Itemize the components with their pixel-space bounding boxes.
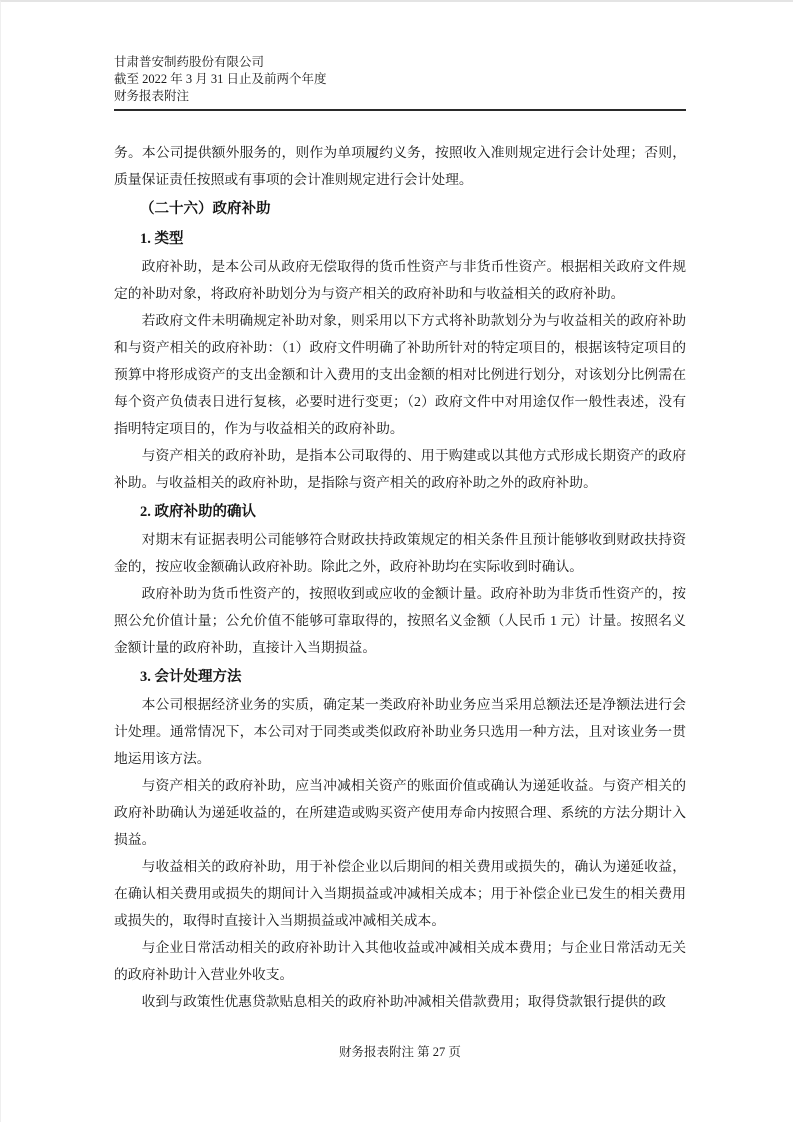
company-name: 甘肃普安制药股份有限公司: [114, 55, 265, 69]
subsection-heading: 3. 会计处理方法: [140, 669, 242, 685]
body-paragraph: 与收益相关的政府补助，用于补偿企业以后期间的相关费用或损失的，确认为递延收益，在确认相关费用或损失的期间计入当期损益或冲减相关成本；用于补偿企业已发生的相关费用或损失的，取得时直接计入当期损益或冲减相关成本。: [114, 859, 686, 928]
body-paragraph: 与企业日常活动相关的政府补助计入其他收益或冲减相关成本费用；与企业日常活动无关的政府补助计入营业外收支。: [114, 940, 686, 982]
body-paragraph: 本公司根据经济业务的实质，确定某一类政府补助业务应当采用总额法还是净额法进行会计处理。通常情况下，本公司对于同类或类似政府补助业务只选用一种方法，且对该业务一贯地运用该方法。: [114, 697, 686, 766]
body-paragraph: 若政府文件未明确规定补助对象，则采用以下方式将补助款划分为与收益相关的政府补助和与资产相关的政府补助：（1）政府文件明确了补助所针对的特定项目的，根据该特定项目的预算中将形成资产的支出金额和计入费用的支出金额的相对比例进行划分，对该划分比例需在每个资产负债表日进行复核，必要时进行变更；（2）政府文件中对用途仅作一般性表述，没有指明特定项目的，作为与收益相关的政府补助。: [114, 313, 686, 436]
footer-page-label: 财务报表附注 第 27 页: [339, 1045, 461, 1059]
body-paragraph: 政府补助为货币性资产的，按照收到或应收的金额计量。政府补助为非货币性资产的，按照公允价值计量；公允价值不能够可靠取得的，按照名义金额（人民币 1 元）计量。按照名义金额计量的政府补助，直接计入当期损益。: [114, 586, 686, 655]
body-paragraph: 与资产相关的政府补助，是指本公司取得的、用于购建或以其他方式形成长期资产的政府补助。与收益相关的政府补助，是指除与资产相关的政府补助之外的政府补助。: [114, 448, 686, 490]
subsection-heading: 2. 政府补助的确认: [140, 504, 256, 520]
header-divider: [114, 109, 686, 111]
body-paragraph: 务。本公司提供额外服务的，则作为单项履约义务，按照收入准则规定进行会计处理；否则，质量保证责任按照或有事项的会计准则规定进行会计处理。: [114, 145, 686, 187]
report-period: 截至 2022 年 3 月 31 日止及前两个年度: [114, 72, 327, 86]
body-paragraph: 对期末有证据表明公司能够符合财政扶持政策规定的相关条件且预计能够收到财政扶持资金的，按应收金额确认政府补助。除此之外，政府补助均在实际收到时确认。: [114, 532, 686, 574]
document-header: [114, 54, 686, 105]
subsection-heading: 1. 类型: [140, 231, 184, 247]
document-title: 财务报表附注: [114, 89, 190, 103]
page-footer: [114, 1042, 686, 1062]
section-heading: （二十六）政府补助: [140, 201, 271, 217]
body-paragraph: 与资产相关的政府补助，应当冲减相关资产的账面价值或确认为递延收益。与资产相关的政府补助确认为递延收益的，在所建造或购买资产使用寿命内按照合理、系统的方法分期计入损益。: [114, 778, 686, 847]
body-paragraph: 政府补助，是本公司从政府无偿取得的货币性资产与非货币性资产。根据相关政府文件规定的补助对象，将政府补助划分为与资产相关的政府补助和与收益相关的政府补助。: [114, 259, 686, 301]
body-paragraph: 收到与政策性优惠贷款贴息相关的政府补助冲减相关借款费用；取得贷款银行提供的政: [141, 994, 666, 1009]
document-body: [114, 139, 686, 1015]
